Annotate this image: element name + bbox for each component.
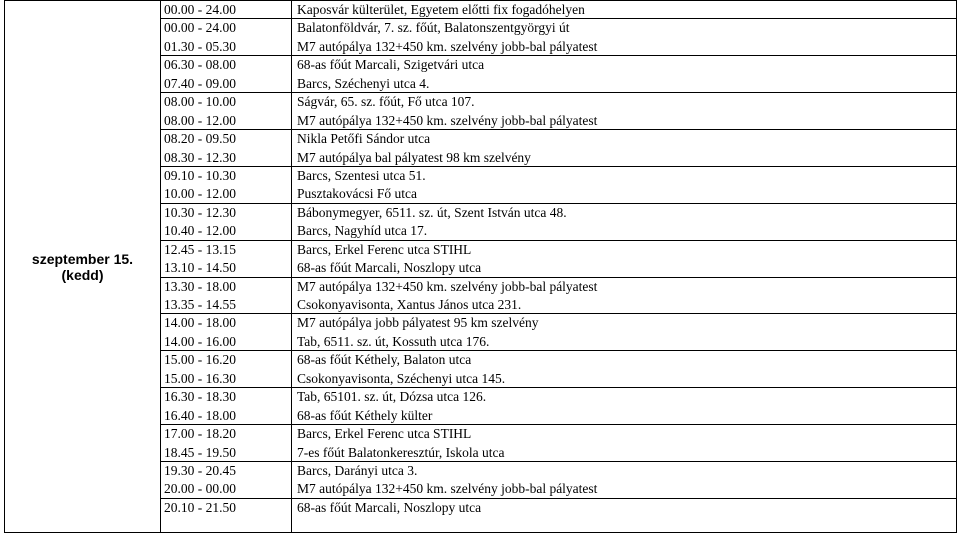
schedule-time: 16.40 - 18.00 — [161, 407, 291, 425]
schedule-time: 00.00 - 24.00 — [161, 1, 291, 19]
schedule-location: Barcs, Széchenyi utca 4. — [292, 75, 956, 93]
schedule-location: M7 autópálya bal pályatest 98 km szelvény — [292, 149, 956, 167]
schedule-location: 68-as főút Kéthely, Balaton utca — [297, 352, 472, 368]
schedule-location: M7 autópálya 132+450 km. szelvény jobb-bal pályatest — [297, 278, 598, 294]
schedule-table — [4, 0, 957, 533]
schedule-location: 7-es főút Balatonkeresztúr, Iskola utca — [292, 444, 956, 462]
schedule-location: Balatonföldvár, 7. sz. főút, Balatonszentgyörgyi út — [297, 20, 570, 36]
schedule-time: 13.30 - 18.00 — [164, 278, 236, 294]
location-column — [292, 1, 957, 533]
schedule-time: 15.00 - 16.30 — [161, 370, 291, 388]
schedule-location: Tab, 65101. sz. út, Dózsa utca 126. — [297, 389, 487, 405]
schedule-time: 20.00 - 00.00 — [161, 480, 291, 498]
schedule-location: M7 autópálya 132+450 km. szelvény jobb-bal pályatest — [292, 480, 956, 498]
schedule-location: Csokonyavisonta, Széchenyi utca 145. — [292, 370, 956, 388]
time-column — [161, 1, 292, 533]
schedule-location: Kaposvár külterület, Egyetem előtti fix fogadóhelyen — [292, 1, 956, 19]
schedule-time: 13.35 - 14.55 — [161, 296, 291, 314]
schedule-location: Barcs, Darányi utca 3. — [297, 462, 418, 478]
day-cell — [5, 1, 161, 533]
schedule-location: Barcs, Szentesi utca 51. — [297, 167, 426, 183]
schedule-location: 68-as főút Marcali, Noszlopy utca — [292, 259, 956, 277]
schedule-time: 10.40 - 12.00 — [161, 222, 291, 240]
schedule-location: Tab, 6511. sz. út, Kossuth utca 176. — [292, 333, 956, 351]
schedule-location: Barcs, Nagyhíd utca 17. — [292, 222, 956, 240]
schedule-time: 01.30 - 05.30 — [161, 38, 291, 56]
schedule-time: 06.30 - 08.00 — [164, 57, 236, 73]
schedule-time: 10.30 - 12.30 — [164, 204, 236, 220]
schedule-location: 68-as főút Kéthely külter — [292, 407, 956, 425]
schedule-location: M7 autópálya 132+450 km. szelvény jobb-bal pályatest — [292, 112, 956, 130]
schedule-time: 15.00 - 16.20 — [164, 352, 236, 368]
schedule-time: 08.30 - 12.30 — [161, 149, 291, 167]
schedule-location: 68-as főút Marcali, Noszlopy utca — [297, 499, 482, 515]
day-date: szeptember 15. — [31, 250, 134, 267]
schedule-time: 08.20 - 09.50 — [164, 131, 236, 147]
schedule-location: Barcs, Erkel Ferenc utca STIHL — [297, 426, 472, 442]
schedule-time: 08.00 - 12.00 — [161, 112, 291, 130]
schedule-time: 00.00 - 24.00 — [164, 20, 236, 36]
schedule-time: 09.10 - 10.30 — [164, 167, 236, 183]
schedule-time: 20.10 - 21.50 — [164, 499, 236, 515]
schedule-location: Barcs, Erkel Ferenc utca STIHL — [297, 241, 472, 257]
schedule-time: 14.00 - 16.00 — [161, 333, 291, 351]
schedule-time: 13.10 - 14.50 — [161, 259, 291, 277]
day-weekday: (kedd) — [61, 266, 104, 283]
schedule-location: Bábonymegyer, 6511. sz. út, Szent István utca 48. — [297, 204, 567, 220]
schedule-time: 19.30 - 20.45 — [164, 462, 236, 478]
schedule-time: 10.00 - 12.00 — [161, 185, 291, 203]
schedule-time: 16.30 - 18.30 — [164, 389, 236, 405]
schedule-time: 08.00 - 10.00 — [164, 94, 236, 110]
schedule-location: Csokonyavisonta, Xantus János utca 231. — [292, 296, 956, 314]
schedule-location: Ságvár, 65. sz. főút, Fő utca 107. — [297, 94, 475, 110]
schedule-location: Nikla Petőfi Sándor utca — [297, 131, 431, 147]
schedule-location: 68-as főút Marcali, Szigetvári utca — [297, 57, 485, 73]
schedule-location: Pusztakovácsi Fő utca — [292, 185, 956, 203]
schedule-time: 07.40 - 09.00 — [161, 75, 291, 93]
schedule-time: 12.45 - 13.15 — [164, 241, 236, 257]
schedule-location: M7 autópálya jobb pályatest 95 km szelvény — [297, 315, 539, 331]
schedule-table-row — [5, 1, 957, 533]
schedule-time: 17.00 - 18.20 — [164, 426, 236, 442]
schedule-time: 18.45 - 19.50 — [161, 444, 291, 462]
schedule-time: 14.00 - 18.00 — [164, 315, 236, 331]
schedule-location: M7 autópálya 132+450 km. szelvény jobb-bal pályatest — [292, 38, 956, 56]
